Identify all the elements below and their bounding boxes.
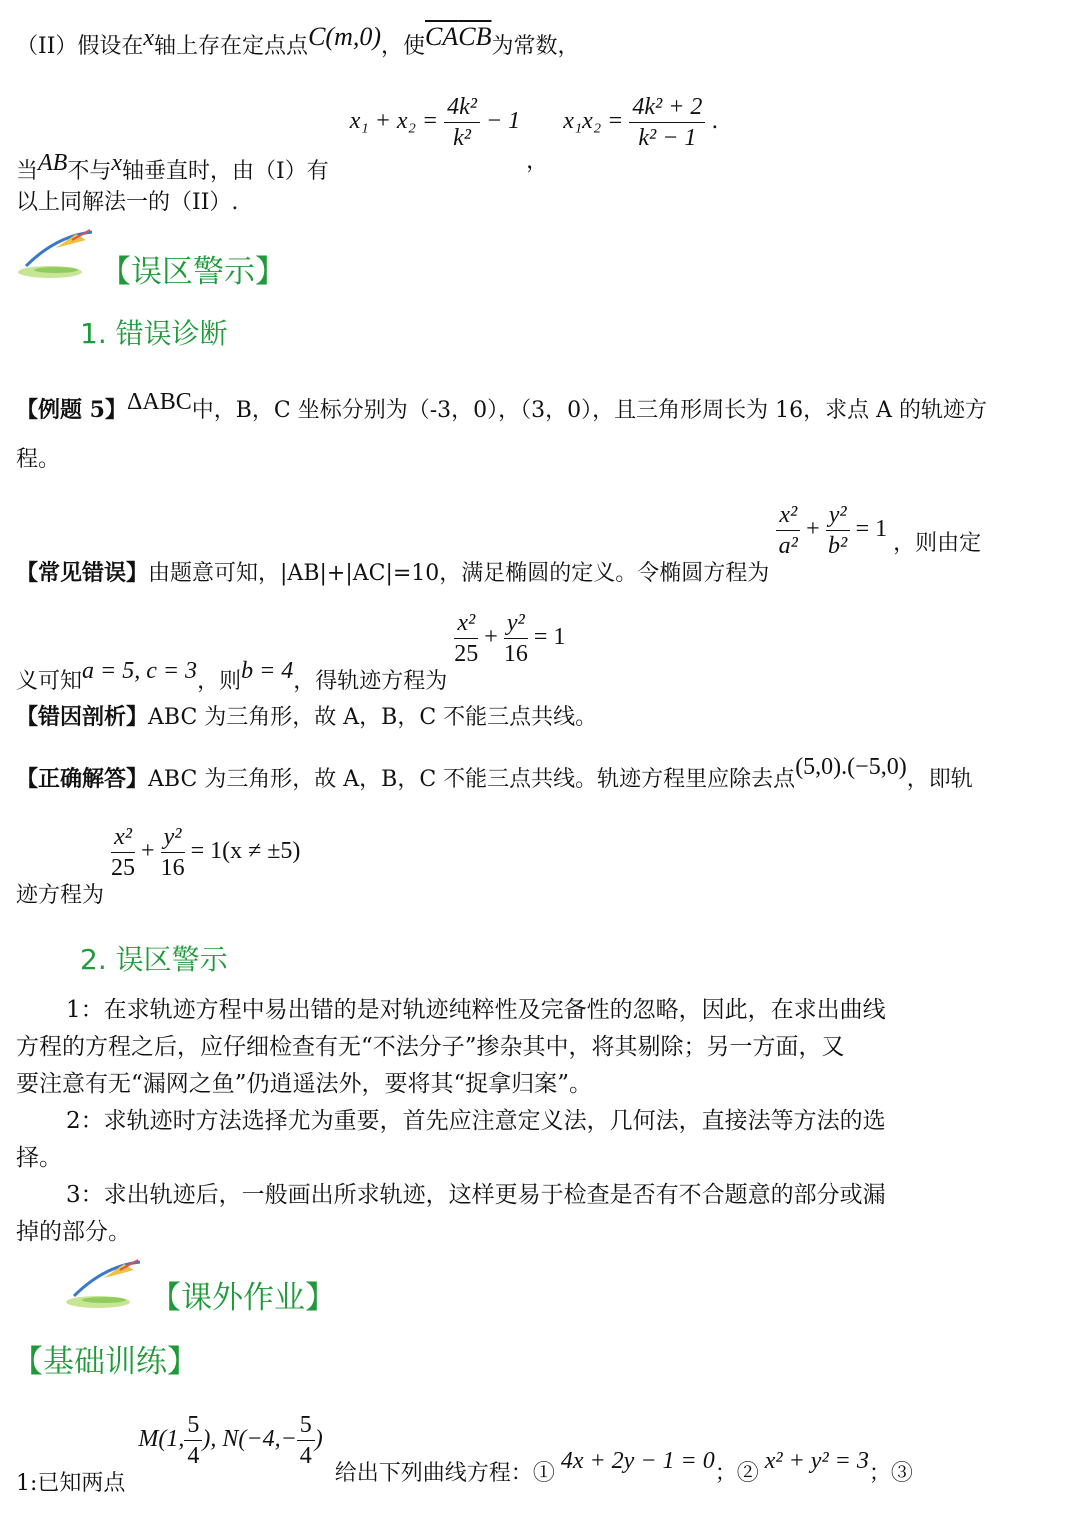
text: ，即轨 [906,767,973,792]
n-point: ), N(−4,− [202,1426,297,1453]
ellipse-equation [776,502,893,559]
ab-variable: AB [38,150,68,177]
numerator: y² [161,822,185,853]
kite-feather-icon [16,226,96,282]
text: ，使 [381,34,426,59]
text: ； [868,1461,891,1487]
numerator: x² [776,500,800,531]
product-lhs: x₁x₂ = [563,108,624,135]
plus: + [806,516,820,543]
points-mn [138,1412,328,1469]
rhs: = 1 [855,516,888,543]
denominator: k² [453,125,471,151]
q1-prefix: 1:已知两点 [16,1471,126,1497]
correct-equation: $\frac{\text{x²}}{25}$ + $\frac{\text{y²}}{16}$ = 1(x ≠ ±5) [111,824,301,881]
numerator: 4k² [444,92,480,123]
correct-answer-label: 【正确解答】 [16,766,149,792]
denominator: k² − 1 [638,125,697,151]
rhs: = 1(x ≠ ±5) [190,838,301,865]
error-cause-label: 【错因剖析】 [16,704,149,730]
ac-values: a = 5, c = 3 [82,658,198,685]
point-c: C(m,0) [308,22,381,51]
text: ，则 [197,669,242,695]
denominator: 16 [503,641,528,667]
example5-line2: 程。 [16,447,61,472]
sum-lhs: x₁ + x₂ = [349,108,439,135]
example-text: 中，B，C 坐标分别为（-3，0），（3，0），且三角形周长为 16，求点 A 的轨迹方 [191,398,988,423]
vector-cb: $\overline{CB}$ [458,22,492,51]
rhs: = 1 [533,624,566,651]
text: ，得轨迹方程为 [293,669,448,695]
example5-line1 [16,389,988,426]
numerator: x² [111,822,135,853]
numerator: y² [504,608,528,639]
text: 当 [16,159,39,185]
denominator: b² [828,533,848,559]
kite-feather-icon [64,1256,144,1312]
section-warning-title: 【误区警示】 [100,254,286,290]
common-error-label: 【常见错误】 [16,560,149,587]
sum-tail: − 1 [485,108,521,135]
excluded-points: (5,0).(−5,0) [795,754,907,780]
denominator: a² [778,533,798,559]
text: 迹方程为 [16,883,105,909]
sum-equation [349,94,526,151]
warning-3-line1: 3：求出轨迹后，一般画出所求轨迹，这样更易于检查是否有不合题意的部分或漏 [66,1182,886,1208]
warning-3-line2: 掉的部分。 [16,1219,131,1245]
warning-1-line3: 要注意有无“漏网之鱼”仍逍遥法外，要将其“捉拿归案”。 [16,1071,593,1097]
correct-answer-text: ABC 为三角形，故 A，B，C 不能三点共线。轨迹方程里应除去点 [148,767,796,792]
sub2-title: 2. 误区警示 [80,943,228,976]
numerator: 5 [184,1410,202,1441]
numerator: 4k² + 2 [629,92,705,123]
error-cause-text: ABC 为三角形，故 A，B，C 不能三点共线。 [148,705,598,730]
text: ； [714,1461,737,1487]
denominator: 16 [160,855,185,881]
vector-ca: $\overline{CA}$ [425,22,459,51]
numerator: x² [454,608,478,639]
close-paren: ) [314,1426,323,1453]
question-1 [16,1410,913,1497]
x-variable: x [111,150,123,177]
text: （II）假设在 [16,34,144,59]
text: 义可知 [16,669,83,695]
text: 轴垂直时，由（I）有 [122,159,329,185]
equation-2: x² + y² = 3 [764,1448,869,1475]
error-cause [16,702,597,733]
b-value: b = 4 [241,658,294,685]
circled-2: ② [736,1461,759,1487]
text: . [711,109,719,135]
warning-paragraphs [16,992,1066,1251]
denominator: 4 [299,1443,312,1469]
numerator: 5 [297,1410,315,1441]
text: 轴上存在定点点 [154,34,309,59]
common-error-text: 由题意可知，|AB|+|AC|=10，满足椭圆的定义。令椭圆方程为 [148,561,770,587]
example-label: 【例题 5】 [16,397,127,423]
part2-line2 [16,92,719,185]
part2-line1 [16,22,580,62]
circled-3: ③ [890,1461,913,1487]
product-equation [563,94,711,151]
warning-2-line1: 2：求轨迹时方法选择尤为重要，首先应注意定义法，几何法，直接法等方法的选 [66,1108,886,1134]
correct-answer-line2 [16,822,301,909]
equation-1: 4x + 2y − 1 = 0 [560,1448,715,1475]
part2-line3: 以上同解法一的（II）. [16,190,239,215]
sub1-title: 1. 错误诊断 [80,317,228,350]
result-equation: $\frac{\text{x²}}{25}$ + $\frac{\text{y²}}{16}$ = 1 [454,610,566,667]
text: 不与 [67,159,112,185]
common-error-line1 [16,500,982,587]
warning-1-line1: 1：在求轨迹方程中易出错的是对轨迹纯粹性及完备性的忽略，因此，在求出曲线 [66,997,886,1023]
warning-2-line2: 择。 [16,1145,62,1171]
section-homework-title: 【课外作业】 [150,1280,336,1316]
denominator: 4 [187,1443,200,1469]
text: ， [526,149,549,175]
x-variable: x [143,25,155,51]
text: 为常数， [491,34,580,59]
correct-answer-line1 [16,754,973,795]
denominator: 25 [111,855,136,881]
m-point: M(1, [138,1426,185,1453]
text: ，则由定 [893,531,982,557]
basic-training-title: 【基础训练】 [12,1344,198,1380]
text: 给出下列曲线方程： [334,1461,533,1487]
common-error-line2 [16,608,566,695]
triangle-abc: ΔABC [126,389,192,415]
circled-1: ① [532,1461,555,1487]
numerator: y² [826,500,850,531]
sum-fraction [444,92,480,153]
warning-1-line2: 方程的方程之后，应仔细检查有无“不法分子”掺杂其中，将其剔除；另一方面，又 [16,1034,845,1060]
product-fraction [629,92,705,153]
denominator: 25 [454,641,479,667]
